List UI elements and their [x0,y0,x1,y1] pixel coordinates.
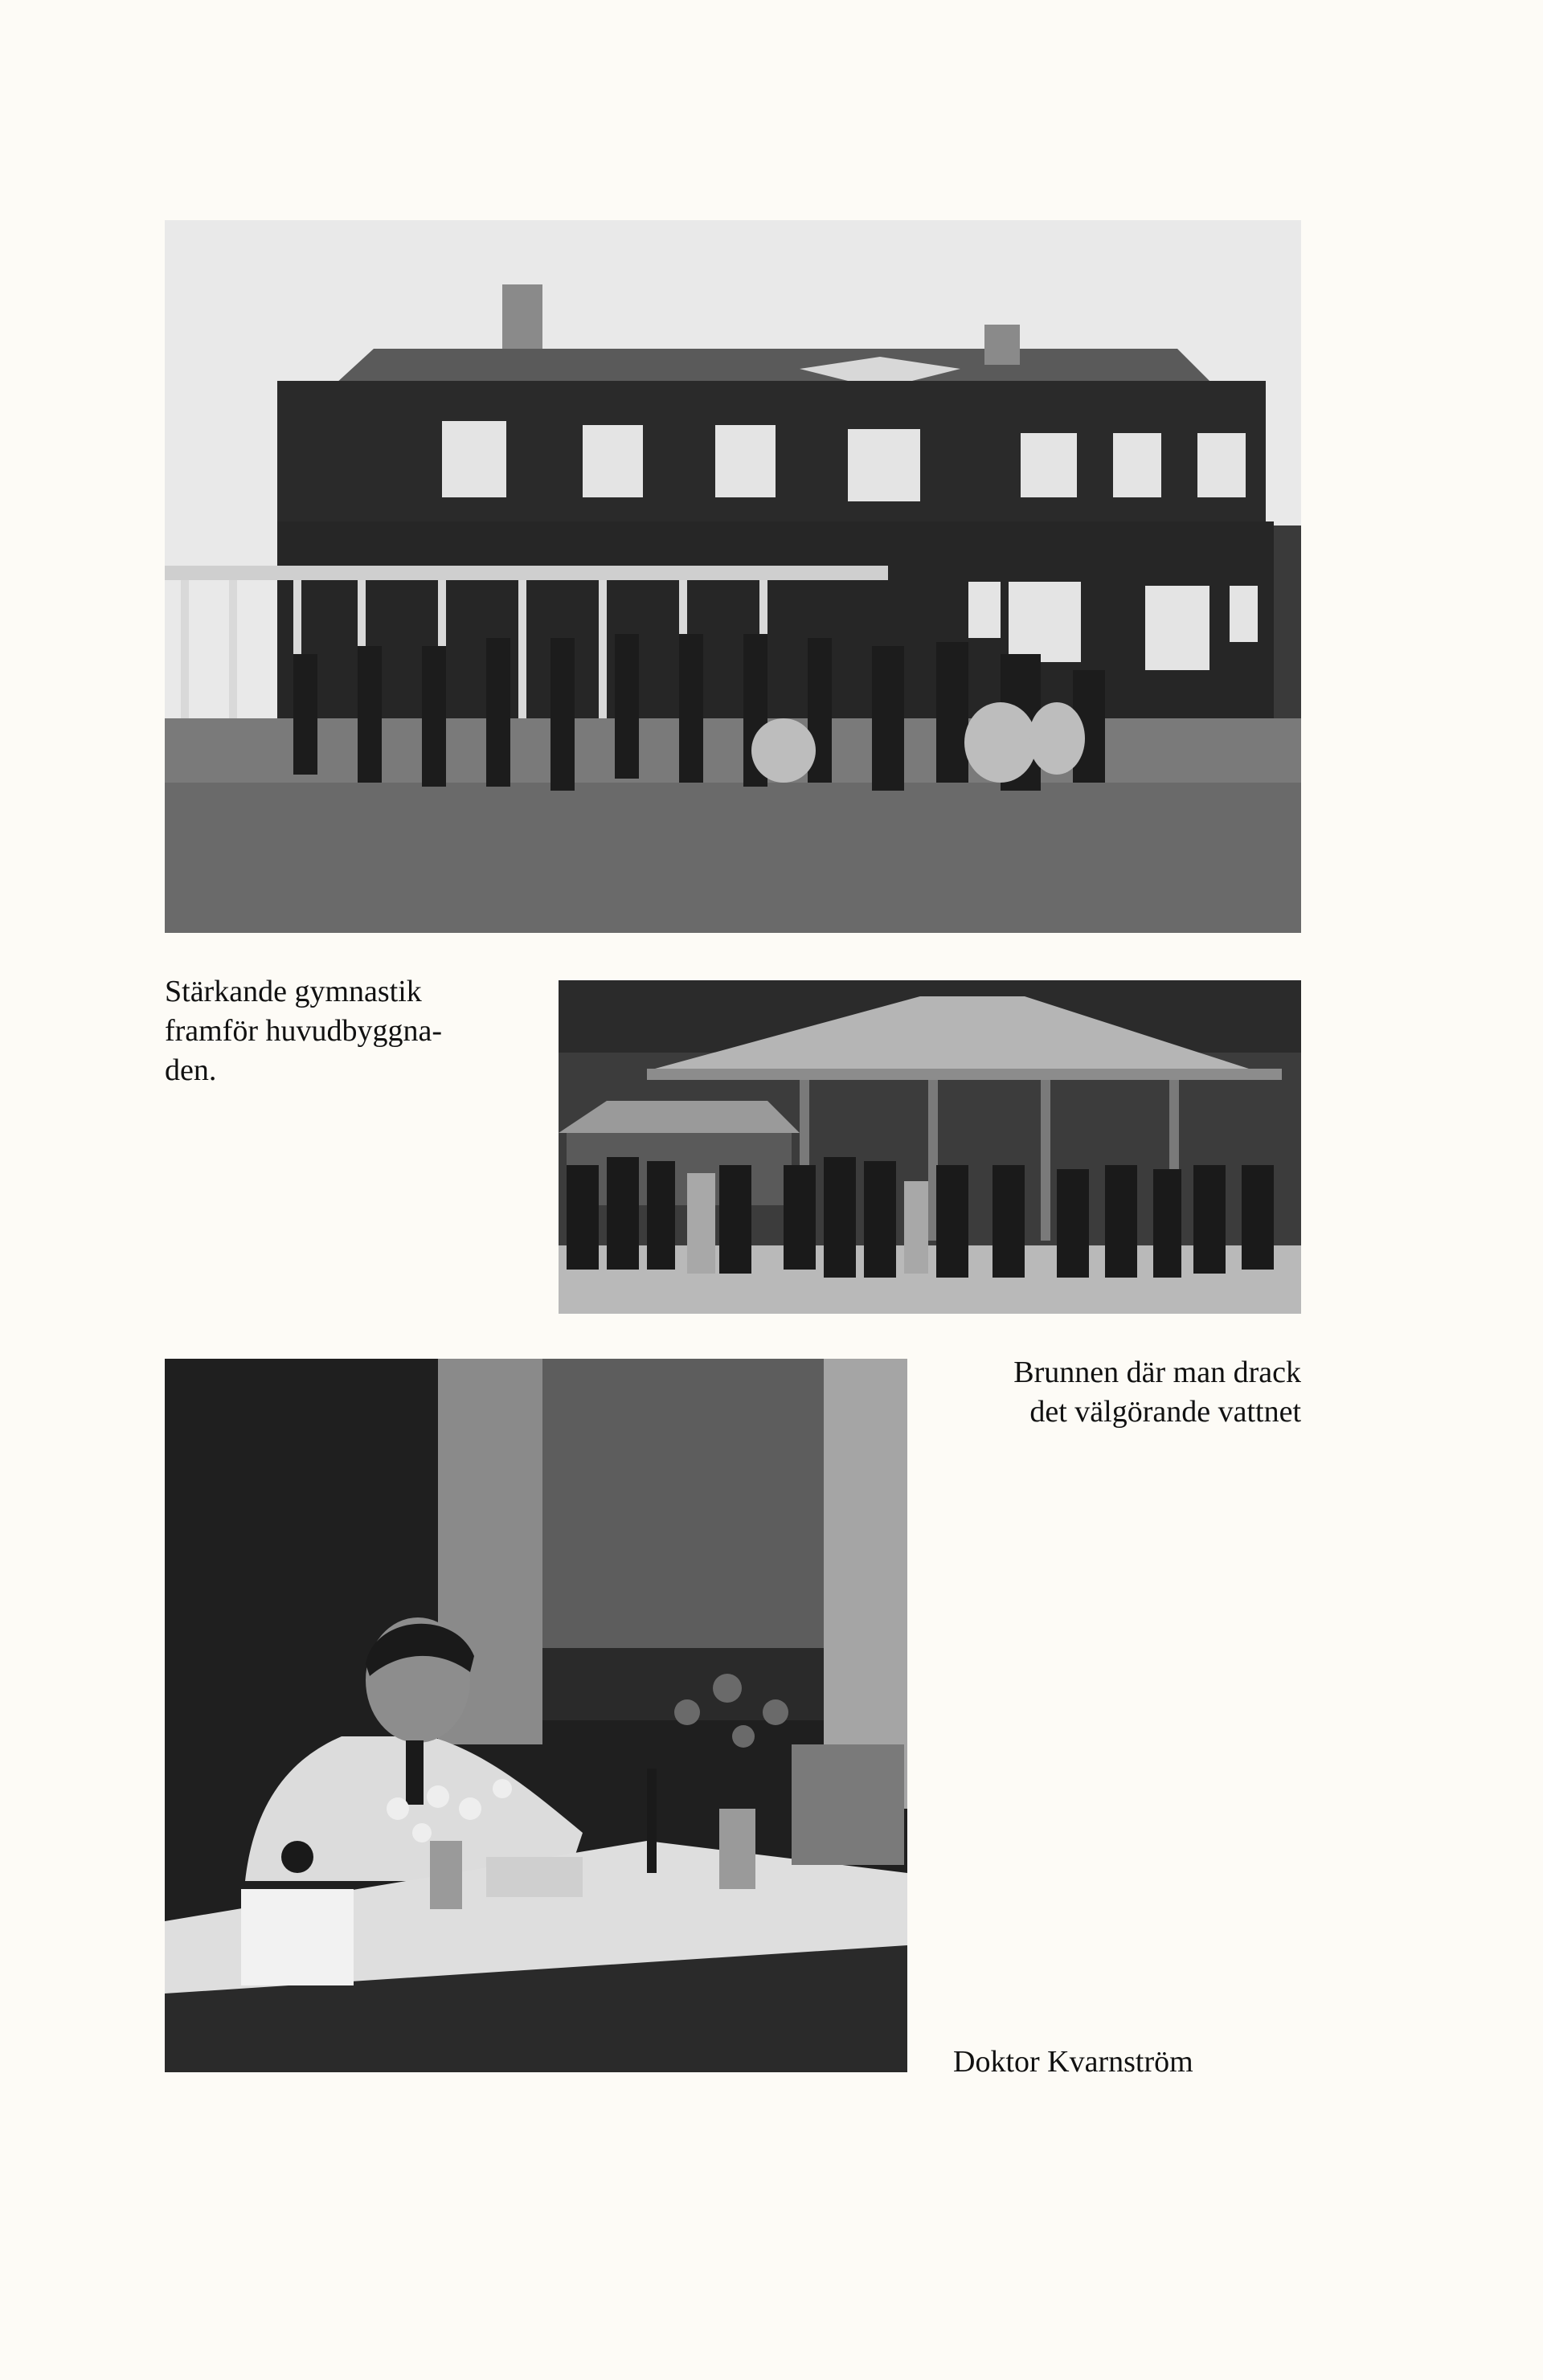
caption-well [916,1353,1301,1432]
photo-well-pavilion [559,980,1301,1314]
caption-line: Stärkande gymnastik [165,975,422,1008]
caption-line: det välgörande vattnet [1029,1395,1301,1429]
caption-line: den. [165,1053,217,1087]
photo-well-pavilion-icon [559,980,1301,1314]
caption-line: framför huvudbyggna- [165,1014,443,1048]
caption-doctor [953,2043,1301,2082]
photo-main-building [165,220,1301,933]
caption-line: Brunnen där man drack [1013,1356,1301,1389]
caption-gymnastics [165,972,518,1090]
caption-line: Doktor Kvarnström [953,2045,1193,2079]
photo-main-building-icon [165,220,1301,933]
photo-doctor [165,1359,907,2072]
photo-doctor-icon [165,1359,907,2072]
